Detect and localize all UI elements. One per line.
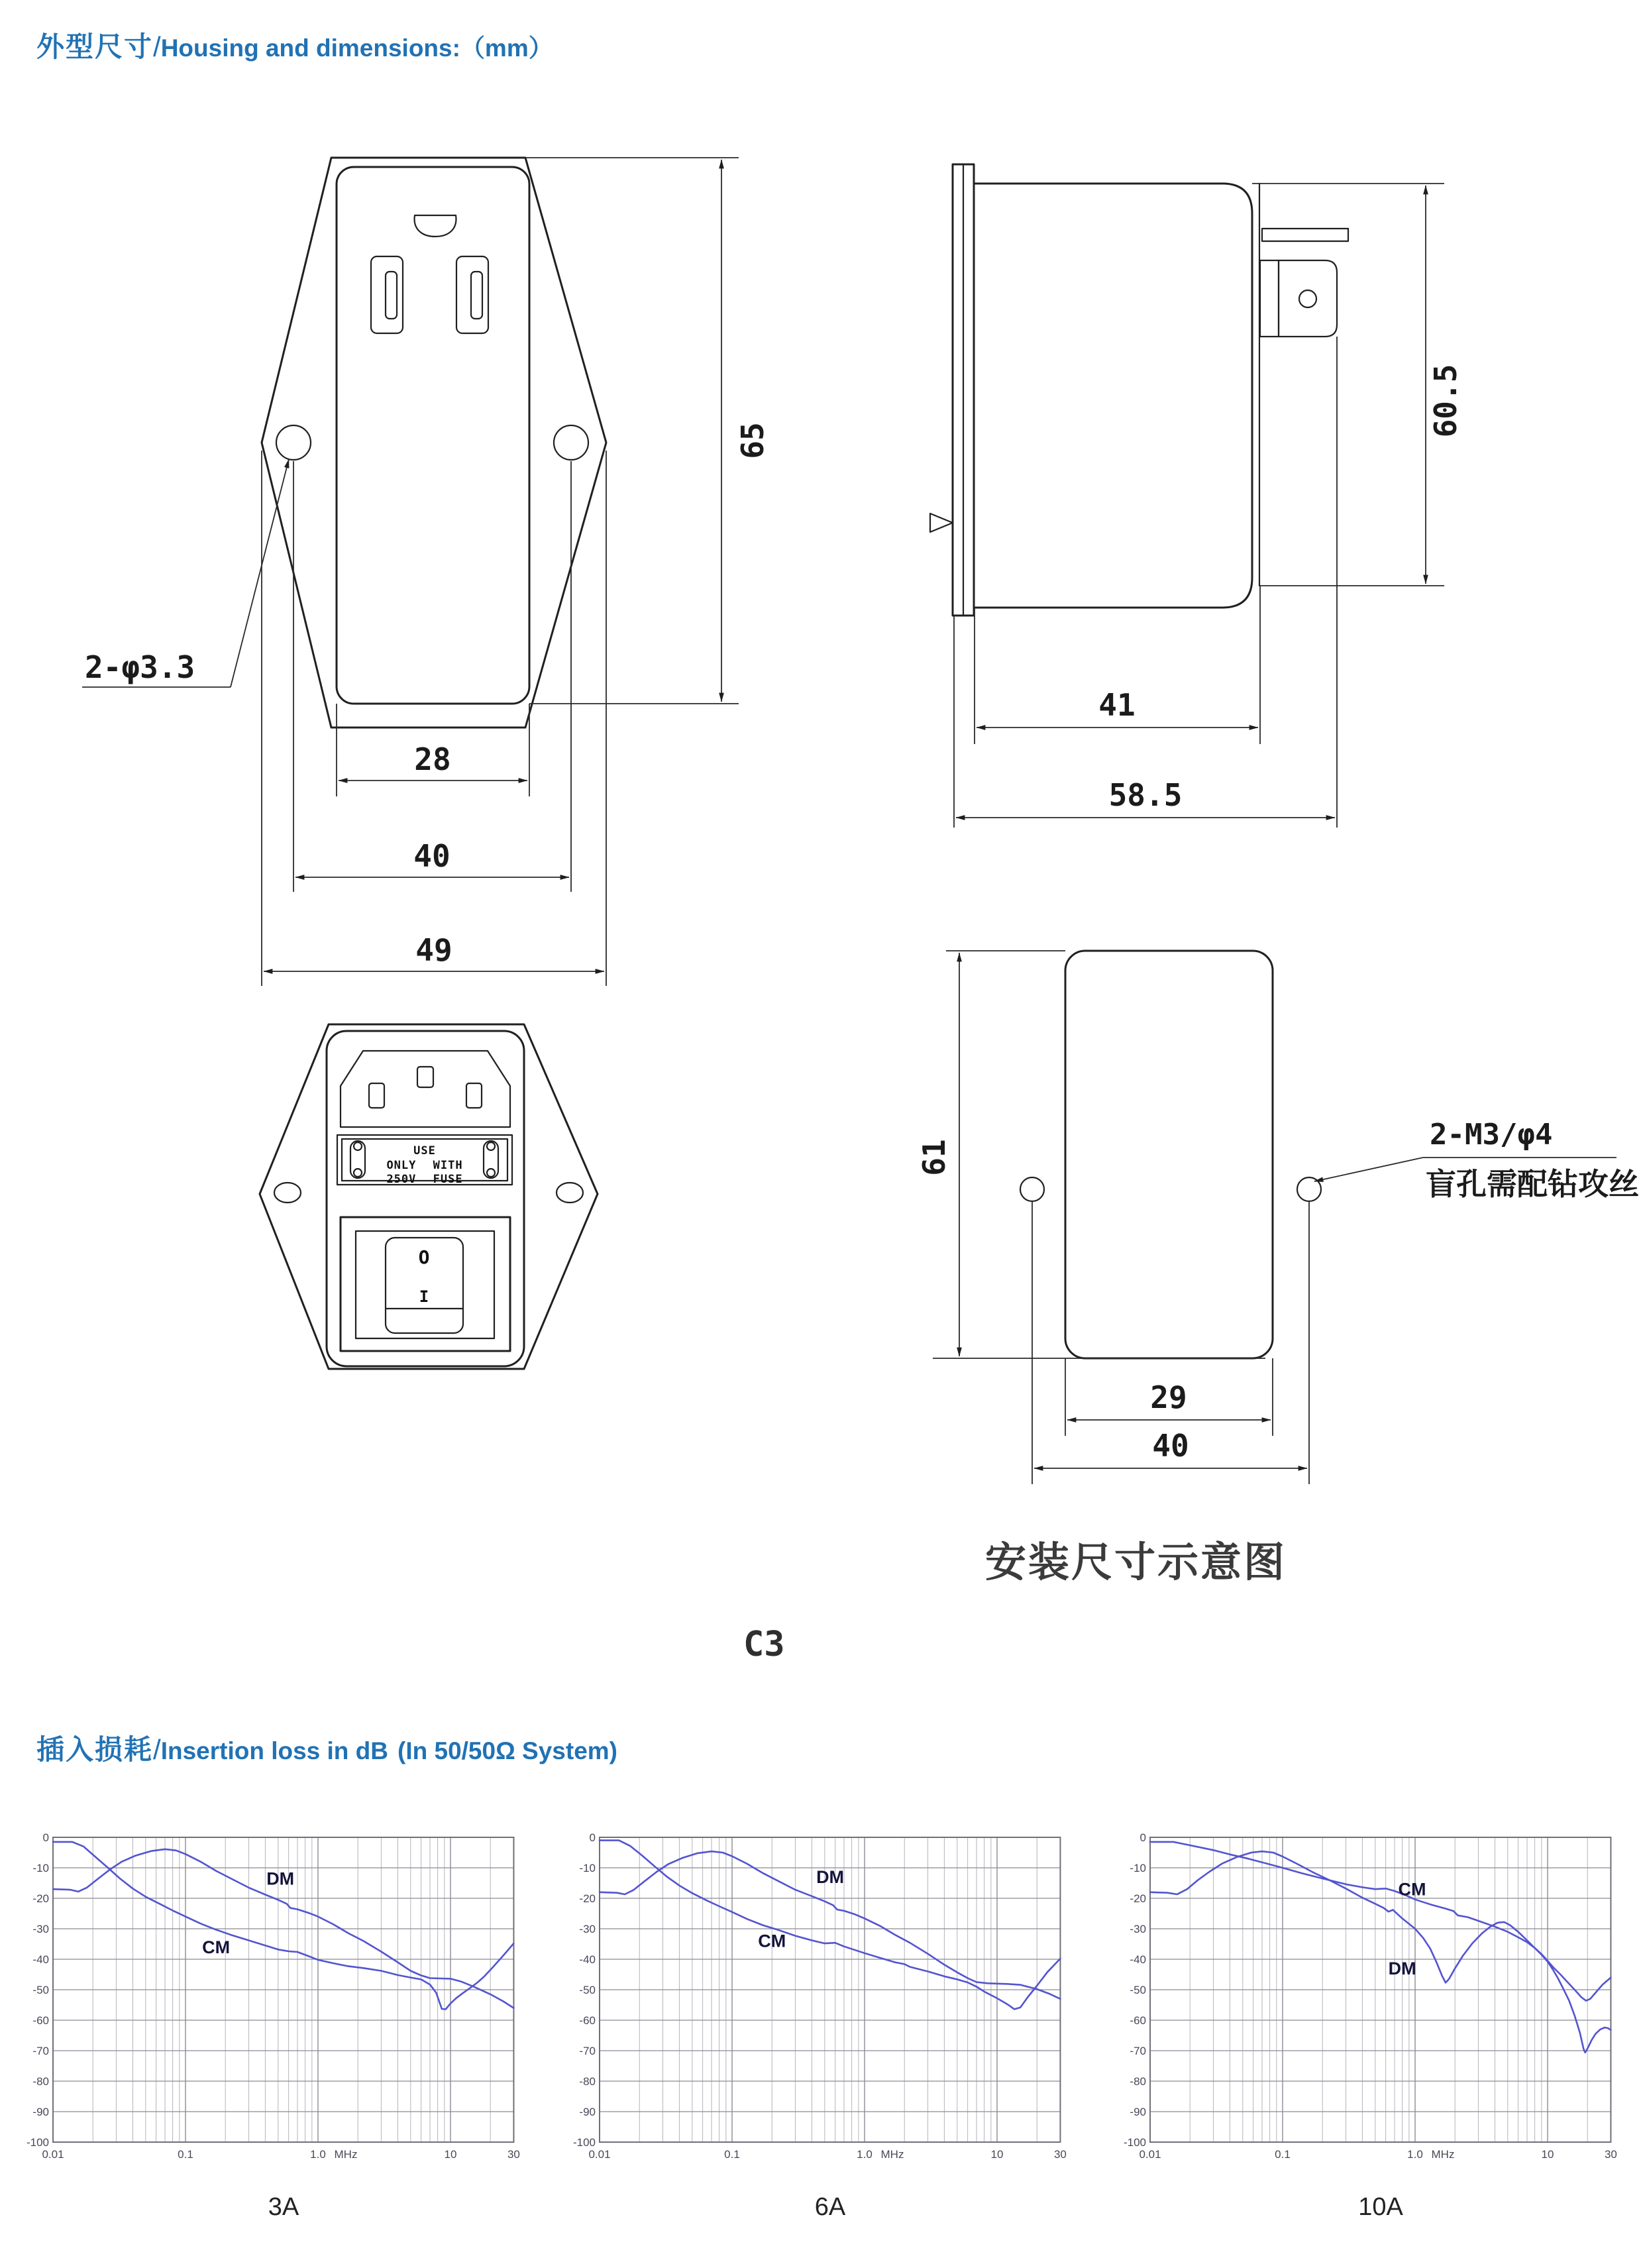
y-tick: -60	[1130, 2014, 1146, 2027]
y-tick: -70	[579, 2045, 596, 2057]
index-mark	[930, 513, 953, 532]
rear-view-drawing	[53, 116, 815, 1007]
y-tick: -10	[579, 1862, 596, 1874]
oval-hole-right	[556, 1183, 583, 1203]
x-tick: 30	[1604, 2148, 1617, 2161]
insertion-loss-title	[36, 1728, 617, 1768]
y-tick: -90	[1130, 2106, 1146, 2118]
x-tick: 10	[990, 2148, 1004, 2161]
y-tick: -40	[32, 1953, 49, 1966]
curve-label-dm: DM	[816, 1867, 845, 1887]
x-tick: 30	[507, 2148, 520, 2161]
y-tick: -50	[579, 1984, 596, 1996]
dim-40b: 40	[1152, 1428, 1189, 1464]
housing-dimensions-title	[36, 25, 553, 65]
curve-label-cm: CM	[1398, 1879, 1426, 1900]
fuse-clip-left-bottom	[354, 1169, 362, 1177]
fuse-clip-left	[350, 1141, 365, 1178]
inlet-pin-left	[369, 1083, 384, 1108]
y-tick: -70	[32, 2045, 49, 2057]
x-tick: 1.0	[1407, 2148, 1423, 2161]
dim-28: 28	[414, 741, 451, 777]
fuse-text-line2: ONLY WITH	[386, 1159, 463, 1172]
y-tick: -40	[579, 1953, 596, 1966]
y-tick: -80	[1130, 2075, 1146, 2088]
fuse-text-line3: 250V FUSE	[386, 1173, 463, 1186]
fuse-clip-right-bottom	[487, 1169, 495, 1177]
x-tick: 0.1	[1275, 2148, 1291, 2161]
terminal-hole	[1299, 290, 1316, 307]
fuse-clip-left-top	[354, 1142, 362, 1150]
y-tick: -100	[26, 2136, 49, 2149]
title1-slash: /	[153, 31, 161, 62]
switch-on-mark: I	[419, 1287, 429, 1306]
curve-label-cm: CM	[758, 1931, 786, 1951]
hole-diameter-label: 2-φ3.3	[85, 649, 195, 685]
x-tick: 0.1	[178, 2148, 193, 2161]
dim-29: 29	[1150, 1379, 1187, 1415]
y-tick: -30	[32, 1923, 49, 1935]
hole-leader-line	[231, 459, 289, 687]
front-view-drawing	[232, 1017, 643, 1547]
x-tick: 10	[1541, 2148, 1554, 2161]
x-unit-label: MHz	[880, 2148, 904, 2161]
y-tick: -20	[1130, 1892, 1146, 1905]
dim-585: 58.5	[1108, 777, 1183, 813]
y-tick: 0	[1140, 1831, 1146, 1844]
y-tick: -90	[579, 2106, 596, 2118]
y-tick: -50	[32, 1984, 49, 1996]
x-tick: 1.0	[857, 2148, 873, 2161]
flange-outline-front	[260, 1024, 598, 1369]
insertion-loss-plot	[13, 1827, 537, 2188]
y-tick: -80	[32, 2075, 49, 2088]
y-tick: -90	[32, 2106, 49, 2118]
ground-pin-cutout	[415, 215, 456, 237]
pin-slit-right	[471, 272, 482, 319]
x-tick: 0.01	[588, 2148, 611, 2161]
y-tick: 0	[589, 1831, 596, 1844]
curve-label-dm: DM	[266, 1868, 295, 1889]
x-tick: 0.01	[42, 2148, 64, 2161]
housing-body-side	[974, 184, 1252, 608]
terminal-blade-top	[1262, 229, 1348, 241]
panel-cutout	[1065, 951, 1273, 1358]
x-tick: 1.0	[310, 2148, 326, 2161]
y-tick: -100	[1123, 2136, 1146, 2149]
y-tick: -80	[579, 2075, 596, 2088]
x-unit-label: MHz	[334, 2148, 358, 2161]
title1-en: Housing and dimensions:	[160, 34, 460, 62]
pin-slit-left	[386, 272, 397, 319]
x-tick: 10	[444, 2148, 457, 2161]
fuse-clip-right-top	[487, 1142, 495, 1150]
fuse-clip-right	[484, 1141, 498, 1178]
screw-leader-line	[1314, 1158, 1423, 1181]
terminal-bracket	[1260, 260, 1279, 337]
chart-3a	[13, 1827, 537, 2225]
title2-en: Insertion loss in dB	[160, 1737, 389, 1764]
y-tick: -50	[1130, 1984, 1146, 1996]
inlet-pin-earth	[417, 1067, 433, 1087]
y-tick: -20	[579, 1892, 596, 1905]
dim-65: 65	[735, 422, 770, 459]
terminal-blade-main	[1279, 260, 1337, 337]
y-tick: -30	[1130, 1923, 1146, 1935]
screw-hole-left	[1020, 1177, 1044, 1201]
housing-body	[337, 167, 529, 704]
y-tick: -100	[572, 2136, 596, 2149]
y-tick: -60	[32, 2014, 49, 2027]
title2-slash: /	[153, 1734, 161, 1765]
mounting-caption: 安装尺寸示意图	[985, 1540, 1287, 1586]
y-tick: 0	[42, 1831, 49, 1844]
oval-hole-left	[274, 1183, 301, 1203]
chart-6a	[560, 1827, 1083, 2225]
pin-slot-right	[456, 256, 488, 333]
dim-61: 61	[916, 1139, 952, 1176]
title2-zh: 插入损耗	[36, 1734, 154, 1765]
x-tick: 0.1	[724, 2148, 740, 2161]
chart-3a-label: 3A	[268, 2193, 299, 2221]
cutout-view-drawing	[888, 924, 1643, 1587]
x-tick: 30	[1053, 2148, 1067, 2161]
inlet-pin-right	[466, 1083, 482, 1108]
insertion-loss-plot	[560, 1827, 1083, 2188]
dim-49: 49	[415, 932, 452, 968]
y-tick: -30	[579, 1923, 596, 1935]
side-view-drawing	[921, 116, 1643, 835]
dim-41: 41	[1098, 687, 1136, 723]
screw-label: 2-M3/φ4	[1430, 1118, 1553, 1152]
mounting-hole-left	[276, 425, 311, 460]
x-unit-label: MHz	[1431, 2148, 1455, 2161]
x-tick: 0.01	[1139, 2148, 1161, 2161]
pin-slot-left	[371, 256, 403, 333]
chart-6a-label: 6A	[814, 2193, 846, 2221]
y-tick: -20	[32, 1892, 49, 1905]
title1-zh: 外型尺寸	[36, 31, 154, 62]
screw-note: 盲孔需配钻攻丝	[1426, 1167, 1639, 1201]
y-tick: -10	[1130, 1862, 1146, 1874]
insertion-loss-plot	[1110, 1827, 1634, 2188]
dim-40: 40	[413, 838, 450, 874]
iec-inlet-recess	[341, 1051, 510, 1127]
y-tick: -10	[32, 1862, 49, 1874]
y-tick: -60	[579, 2014, 596, 2027]
title1-unit: （mm）	[460, 34, 553, 62]
y-tick: -70	[1130, 2045, 1146, 2057]
curve-label-cm: CM	[202, 1937, 231, 1957]
dim-605: 60.5	[1428, 364, 1463, 438]
y-tick: -40	[1130, 1953, 1146, 1966]
fuse-text-line1: USE	[413, 1144, 436, 1158]
chart-10a-label: 10A	[1358, 2193, 1403, 2221]
chart-10a	[1110, 1827, 1634, 2225]
title2-system: (In 50/50Ω System)	[398, 1737, 617, 1764]
model-code: C3	[743, 1625, 785, 1664]
mounting-hole-right	[554, 425, 588, 460]
curve-label-dm: DM	[1388, 1959, 1416, 1978]
switch-off-mark: O	[418, 1246, 430, 1268]
